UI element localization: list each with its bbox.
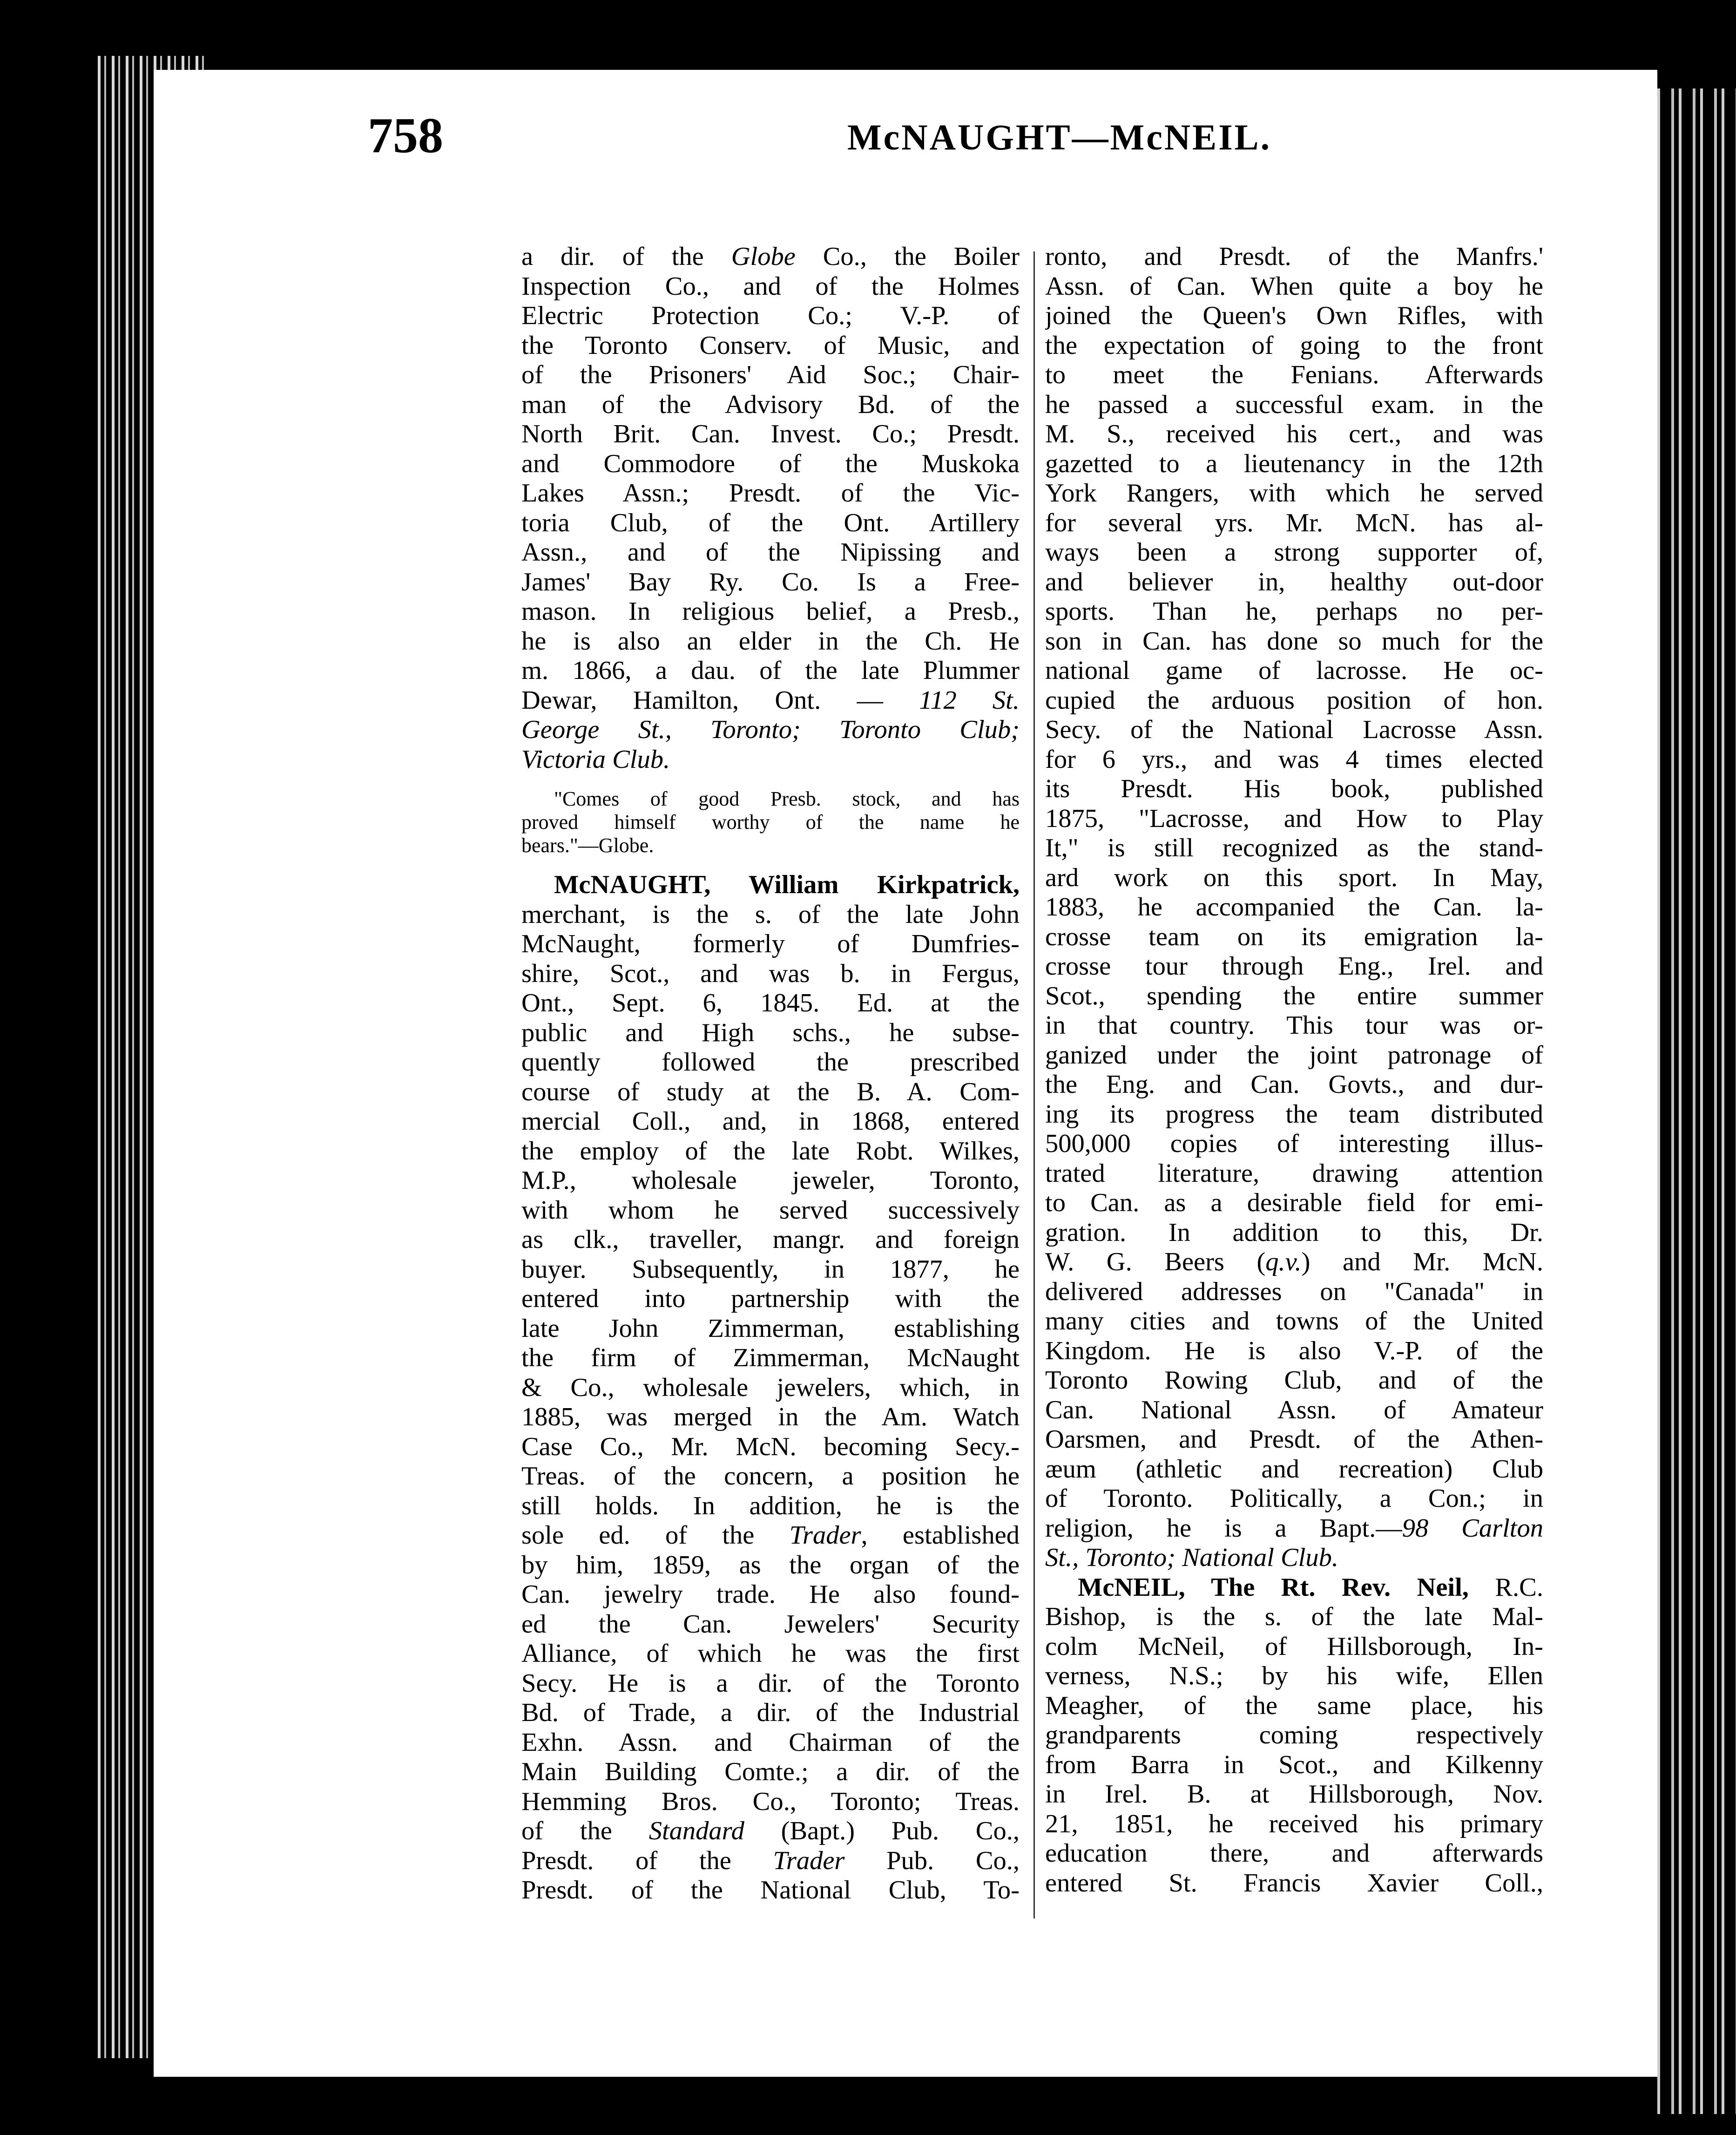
text-line: to Can. as a desirable field for emi- (1045, 1188, 1543, 1217)
text-line: M. S., received his cert., and was (1045, 420, 1543, 448)
text-line: Presdt. of the National Club, To- (521, 1876, 1020, 1905)
text-line: its Presdt. His book, published (1045, 774, 1543, 803)
page-header (368, 107, 1695, 191)
text-line: Assn. of Can. When quite a boy he (1045, 271, 1543, 301)
text-line: for several yrs. Mr. McN. has al- (1045, 508, 1543, 537)
text-line: mercial Coll., and, in 1868, entered (521, 1107, 1020, 1136)
text-line: from Barra in Scot., and Kilkenny (1045, 1750, 1543, 1779)
text-line: verness, N.S.; by his wife, Ellen (1045, 1661, 1543, 1690)
text-line: Bd. of Trade, a dir. of the Industrial (521, 1698, 1020, 1727)
text-line: ronto, and Presdt. of the Manfrs.' (1045, 242, 1543, 271)
text-line: Hemming Bros. Co., Toronto; Treas. (521, 1787, 1020, 1816)
text-line: Electric Protection Co.; V.-P. of (521, 301, 1020, 330)
text-line: & Co., wholesale jewelers, which, in (521, 1373, 1020, 1402)
text-line: Oarsmen, and Presdt. of the Athen- (1045, 1425, 1543, 1454)
text-line: sports. Than he, perhaps no per- (1045, 597, 1543, 626)
text-line: by him, 1859, as the organ of the (521, 1550, 1020, 1579)
entry-heading-mcnaught: McNAUGHT, William Kirkpatrick, (554, 870, 1020, 899)
text-line: he is also an elder in the Ch. He (521, 626, 1020, 656)
text-line: Can. jewelry trade. He also found- (521, 1580, 1020, 1609)
text-line: Meagher, of the same place, his (1045, 1691, 1543, 1720)
text-line: entered into partnership with the (521, 1284, 1020, 1313)
text-line: Lakes Assn.; Presdt. of the Vic- (521, 479, 1020, 508)
text-line: the Toronto Conserv. of Music, and (521, 331, 1020, 360)
text-line: of Toronto. Politically, a Con.; in (1045, 1484, 1543, 1513)
text-line: quently followed the prescribed (521, 1048, 1020, 1077)
text-line: McNaught, formerly of Dumfries- (521, 929, 1020, 958)
text-line: in that country. This tour was or- (1045, 1011, 1543, 1040)
text-line: the Eng. and Can. Govts., and dur- (1045, 1070, 1543, 1099)
text-line: he passed a successful exam. in the (1045, 390, 1543, 419)
text-line: Can. National Assn. of Amateur (1045, 1395, 1543, 1424)
text-line: still holds. In addition, he is the (521, 1491, 1020, 1520)
text-line: ganized under the joint patronage of (1045, 1040, 1543, 1070)
text-line: Treas. of the concern, a position he (521, 1462, 1020, 1491)
text-line: and believer in, healthy out-door (1045, 567, 1543, 596)
text-line: mason. In religious belief, a Presb., (521, 597, 1020, 626)
text-line: crosse team on its emigration la- (1045, 922, 1543, 951)
text-line: Bishop, is the s. of the late Mal- (1045, 1602, 1543, 1631)
text-line: It," is still recognized as the stand- (1045, 834, 1543, 862)
text-line: James' Bay Ry. Co. Is a Free- (521, 567, 1020, 596)
text-line: of the Standard (Bapt.) Pub. Co., (521, 1816, 1020, 1845)
text-line: as clk., traveller, mangr. and foreign (521, 1225, 1020, 1254)
text-line: Kingdom. He is also V.-P. of the (1045, 1336, 1543, 1365)
text-line: ways been a strong supporter of, (1045, 538, 1543, 567)
text-line: North Brit. Can. Invest. Co.; Presdt. (521, 420, 1020, 448)
text-line: Secy. He is a dir. of the Toronto (521, 1668, 1020, 1698)
text-line: entered St. Francis Xavier Coll., (1045, 1868, 1543, 1898)
entry-heading-mcneil: McNEIL, The Rt. Rev. Neil, R.C. (1078, 1572, 1543, 1602)
page-number: 758 (368, 108, 443, 163)
text-line: public and High schs., he subse- (521, 1018, 1020, 1047)
quote-line: "Comes of good Presb. stock, and has (554, 787, 1020, 810)
text-line: 1875, "Lacrosse, and How to Play (1045, 804, 1543, 833)
text-line: grandparents coming respectively (1045, 1721, 1543, 1749)
text-line: ed the Can. Jewelers' Security (521, 1609, 1020, 1639)
text-line: gration. In addition to this, Dr. (1045, 1218, 1543, 1247)
text-line: 1883, he accompanied the Can. la- (1045, 893, 1543, 922)
text-line: colm McNeil, of Hillsborough, In- (1045, 1632, 1543, 1661)
text-line: W. G. Beers (q.v.) and Mr. McN. (1045, 1247, 1543, 1276)
text-line: in Irel. B. at Hillsborough, Nov. (1045, 1780, 1543, 1809)
text-line: Toronto Rowing Club, and of the (1045, 1366, 1543, 1395)
text-line: Alliance, of which he was the first (521, 1639, 1020, 1668)
running-head: McNAUGHT—McNEIL. (847, 117, 1272, 157)
text-line: Assn., and of the Nipissing and (521, 538, 1020, 567)
text-line: 21, 1851, he received his primary (1045, 1809, 1543, 1838)
text-line: merchant, is the s. of the late John (521, 900, 1020, 929)
text-line: a dir. of the Globe Co., the Boiler (521, 242, 1020, 271)
text-line: for 6 yrs., and was 4 times elected (1045, 745, 1543, 774)
text-line: education there, and afterwards (1045, 1839, 1543, 1868)
text-line: Victoria Club. (521, 745, 670, 774)
text-line: late John Zimmerman, establishing (521, 1314, 1020, 1343)
text-line: Dewar, Hamilton, Ont. — 112 St. (521, 685, 1020, 715)
text-line: and Commodore of the Muskoka (521, 449, 1020, 478)
text-line: the employ of the late Robt. Wilkes, (521, 1136, 1020, 1166)
text-line: m. 1866, a dau. of the late Plummer (521, 656, 1020, 685)
text-line: Presdt. of the Trader Pub. Co., (521, 1846, 1020, 1875)
text-line: religion, he is a Bapt.—98 Carlton (1045, 1513, 1543, 1543)
text-line: man of the Advisory Bd. of the (521, 390, 1020, 419)
text-line: toria Club, of the Ont. Artillery (521, 508, 1020, 537)
text-line: many cities and towns of the United (1045, 1307, 1543, 1335)
text-line: Main Building Comte.; a dir. of the (521, 1757, 1020, 1786)
text-line: to meet the Fenians. Afterwards (1045, 360, 1543, 389)
text-line: 1885, was merged in the Am. Watch (521, 1403, 1020, 1431)
text-line: ing its progress the team distributed (1045, 1099, 1543, 1129)
text-line: ard work on this sport. In May, (1045, 863, 1543, 892)
text-line: Secy. of the National Lacrosse Assn. (1045, 715, 1543, 744)
text-line: of the Prisoners' Aid Soc.; Chair- (521, 360, 1020, 389)
quote-line: bears."—Globe. (521, 834, 654, 857)
left-column (521, 242, 1020, 1905)
text-line: æum (athletic and recreation) Club (1045, 1454, 1543, 1484)
right-page-edge (1653, 88, 1736, 2114)
text-line: Case Co., Mr. McN. becoming Secy.- (521, 1432, 1020, 1461)
text-line: Exhn. Assn. and Chairman of the (521, 1728, 1020, 1757)
text-line: national game of lacrosse. He oc- (1045, 656, 1543, 685)
text-line: 500,000 copies of interesting illus- (1045, 1129, 1543, 1158)
text-line: York Rangers, with which he served (1045, 479, 1543, 508)
text-line: buyer. Subsequently, in 1877, he (521, 1254, 1020, 1284)
text-line: sole ed. of the Trader, established (521, 1521, 1020, 1550)
quote-line: proved himself worthy of the name he (521, 811, 1020, 834)
text-line: cupied the arduous position of hon. (1045, 685, 1543, 715)
text-line: Ont., Sept. 6, 1845. Ed. at the (521, 989, 1020, 1017)
column-divider (1033, 251, 1035, 1918)
text-line: course of study at the B. A. Com- (521, 1077, 1020, 1106)
text-line: Inspection Co., and of the Holmes (521, 271, 1020, 301)
text-line: shire, Scot., and was b. in Fergus, (521, 959, 1020, 988)
text-line: St., Toronto; National Club. (1045, 1543, 1338, 1572)
right-column (1045, 242, 1543, 1898)
text-line: delivered addresses on "Canada" in (1045, 1277, 1543, 1306)
text-line: M.P., wholesale jeweler, Toronto, (521, 1166, 1020, 1195)
text-line: joined the Queen's Own Rifles, with (1045, 301, 1543, 330)
text-line: with whom he served successively (521, 1195, 1020, 1225)
text-line: George St., Toronto; Toronto Club; (521, 715, 1020, 744)
text-line: the firm of Zimmerman, McNaught (521, 1343, 1020, 1372)
text-line: trated literature, drawing attention (1045, 1159, 1543, 1188)
text-line: Scot., spending the entire summer (1045, 981, 1543, 1010)
text-line: crosse tour through Eng., Irel. and (1045, 952, 1543, 981)
text-line: the expectation of going to the front (1045, 331, 1543, 360)
text-line: gazetted to a lieutenancy in the 12th (1045, 449, 1543, 478)
text-line: son in Can. has done so much for the (1045, 626, 1543, 656)
